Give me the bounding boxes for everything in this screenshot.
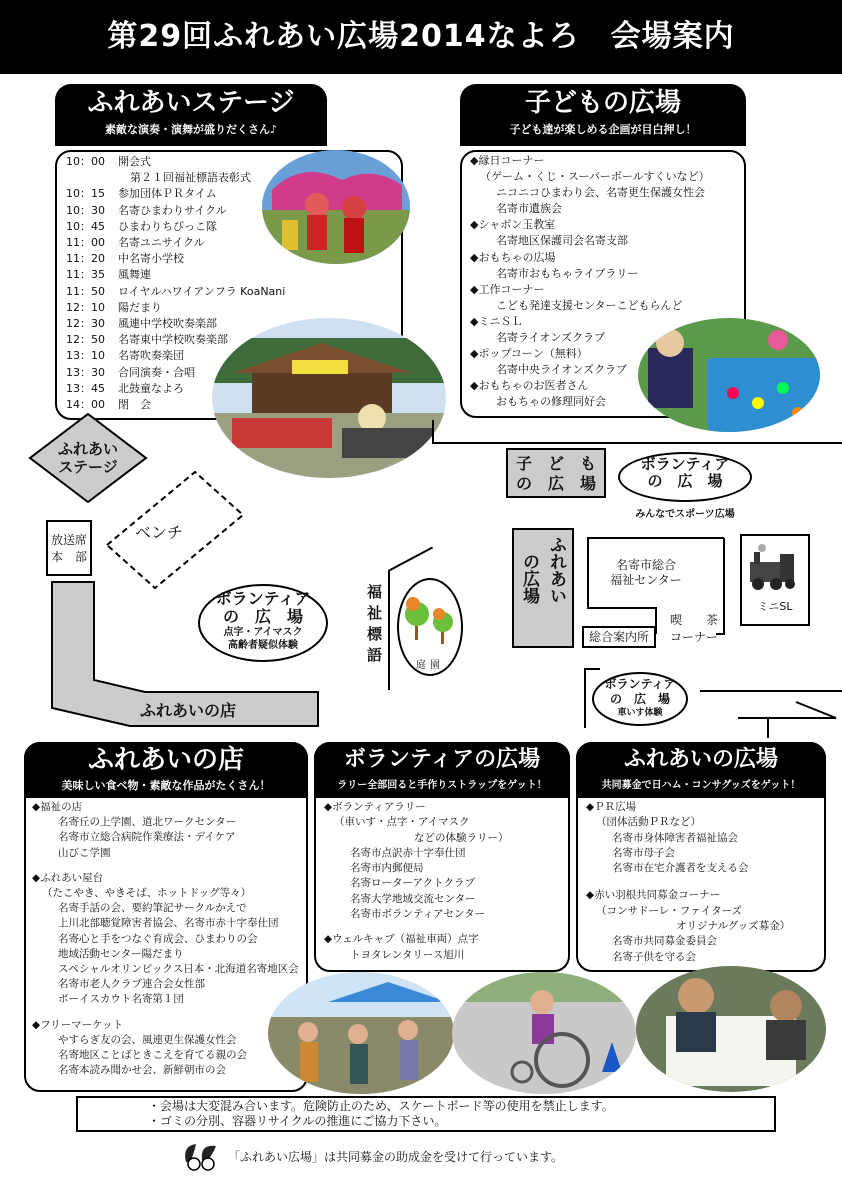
mini-sl-box (740, 534, 810, 626)
volunteer-right-title2: の 広 場 (647, 472, 723, 490)
list-heading: ◆福祉の店 (32, 801, 83, 813)
volunteer-subtitle: ラリー全部回ると手作りストラップをゲット！ (337, 780, 547, 791)
slogan-line (388, 570, 390, 690)
schedule-event: 風連中学校吹奏楽部 (118, 317, 217, 331)
list-item: 名寄地区ことばときこえを育てる親の会 (58, 1049, 247, 1062)
schedule-time: 10：45 (66, 219, 105, 233)
list-note: （ゲーム・くじ・スーパーボールすくいなど） (480, 170, 710, 184)
list-item: 地域活動センター陽だまり (58, 947, 184, 960)
stage-diamond-line1: ふれあい (57, 440, 118, 458)
shop-subtitle: 美味しい食べ物・素敵な作品がたくさん！ (61, 779, 271, 792)
kids-area-line2: の 広 場 (515, 474, 596, 493)
list-item: 名寄ライオンズクラブ (496, 331, 606, 345)
red-feather-logo (180, 1140, 220, 1174)
list-item: 名寄手話の会、要約筆記サークルかえで (58, 902, 247, 915)
list-note: （車いす・点字・アイマスク (334, 816, 470, 829)
list-item: おもちゃの修理同好会 (496, 395, 606, 409)
list-item: 上川北部聴覚障害者協会、名寄市赤十字奉仕団 (58, 917, 279, 930)
volunteer-wheel-title2: の 広 場 (609, 692, 670, 706)
photo-wheelchair (452, 972, 636, 1094)
list-note: （たこやき、やきそば、ホットドッグ等々） (42, 887, 252, 900)
schedule-time: 10：00 (66, 155, 105, 168)
list-item: ニコニコひまわり会、名寄更生保護女性会 (496, 186, 705, 200)
schedule-time: 11：20 (66, 252, 105, 266)
schedule-time: 14：00 (66, 398, 105, 412)
volunteer-right-sub: みんなでスポーツ広場 (635, 509, 735, 520)
list-item: 名寄市母子会 (612, 846, 675, 859)
fureai-area-line2: ふれあい (546, 536, 566, 604)
list-heading: ◆ふれあい屋台 (32, 871, 104, 884)
list-item: 名寄市共同募金委員会 (612, 935, 717, 948)
shop-list (32, 800, 308, 1078)
schedule-event: 中名寄小学校 (118, 252, 184, 266)
schedule-time: 11：35 (66, 268, 105, 282)
list-item: 名寄市遺族会 (496, 202, 562, 216)
schedule-time: 12：50 (66, 333, 105, 347)
stage-title-band (55, 84, 327, 146)
list-item: 名寄ローターアクトクラブ (350, 877, 475, 890)
volunteer-left-sub2: 高齢者疑似体験 (228, 640, 298, 651)
fureai-list (586, 800, 822, 965)
volunteer-left-title2: の 広 場 (222, 607, 303, 626)
schedule-event: 名寄ひまわりサイクル (118, 203, 227, 217)
kids-area-label (506, 448, 606, 498)
list-item: 名寄市身体障害者福祉協会 (612, 831, 738, 844)
broadcast-line1: 放送席 (50, 533, 87, 547)
list-heading: ◆ウェルキャブ（福祉車両）点字 (324, 933, 479, 946)
photo-stage (212, 318, 446, 478)
fureai-area-label (512, 528, 574, 648)
list-item: 名寄市内郵便局 (350, 862, 424, 875)
map-boundary-line (432, 442, 842, 444)
schedule-time: 13：10 (66, 349, 105, 363)
list-item: 名寄大学地域交流センター (350, 892, 476, 905)
schedule-event: 風舞連 (118, 268, 151, 282)
list-heading: ◆ボランティアラリー (324, 801, 426, 813)
schedule-time: 11：50 (66, 284, 105, 298)
list-heading: ◆赤い羽根共同募金コーナー (586, 889, 721, 902)
volunteer-title: ボランティアの広場 (343, 747, 541, 772)
page-title: 第29回ふれあい広場2014なよろ 会場案内 (0, 0, 842, 74)
garden-label: 庭園 (416, 660, 444, 671)
info-desk: 総合案内所 (582, 626, 656, 648)
notes-box (76, 1096, 776, 1132)
welfare-slogan-label: 福祉標語 (365, 584, 383, 668)
photo-market (268, 972, 454, 1094)
fureai-title-band (576, 742, 826, 798)
shop-title-band (24, 742, 308, 798)
schedule-row (66, 284, 336, 300)
map-line (584, 668, 600, 670)
list-item: スペシャルオリンピックス日本・北海道名寄地区会 (58, 963, 299, 976)
list-item: 名寄中央ライオンズクラブ (496, 363, 628, 377)
schedule-event: 合同演奏・合唱 (118, 365, 195, 379)
schedule-event: 第２１回福祉標語表彰式 (130, 171, 251, 185)
volunteer-wheel-title1: ボランティア (604, 677, 676, 691)
schedule-time: 12：30 (66, 317, 105, 331)
cafe-corner (664, 612, 724, 646)
list-item: 名寄市ボランティアセンター (350, 908, 486, 921)
schedule-event: ロイヤルハワイアンフラ KoaNani (118, 284, 286, 298)
volunteer-left-title1: ボランティア (215, 589, 311, 608)
list-item: 名寄心と手をつなぐ育成会、ひまわりの会 (58, 932, 258, 945)
list-heading: ◆フリーマーケット (32, 1018, 124, 1031)
bench-area (105, 470, 245, 590)
schedule-event: 北鼓童なよろ (118, 381, 184, 395)
schedule-time: 11：00 (66, 236, 105, 250)
schedule-time: 12：10 (66, 300, 105, 314)
broadcast-booth (46, 520, 92, 576)
broadcast-line2: 本 部 (50, 550, 87, 564)
list-note: などの体験ラリー） (414, 831, 509, 844)
welfare-center-line2: 福祉センター (610, 573, 682, 587)
schedule-event: 名寄吹奏楽団 (118, 349, 184, 363)
list-heading: ◆ミニＳＬ (470, 314, 523, 328)
footer-text: 「ふれあい広場」は共同募金の助成金を受けて行っています。 (228, 1150, 564, 1164)
list-heading: ◆ＰＲ広場 (586, 801, 637, 813)
list-item: 名寄子供を守る会 (612, 950, 696, 963)
kids-title: 子どもの広場 (524, 88, 681, 118)
schedule-event: 名寄ユニサイクル (118, 236, 205, 250)
fureai-title: ふれあいの広場 (623, 747, 778, 772)
map-line (700, 690, 842, 692)
photo-dancers (262, 150, 410, 264)
schedule-row (66, 267, 336, 283)
schedule-time: 10：30 (66, 203, 105, 217)
list-item: ボーイスカウト名寄第１団 (58, 993, 184, 1006)
list-heading: ◆おもちゃの広場 (470, 250, 556, 264)
cafe-line1: 喫 茶 (669, 613, 718, 627)
volunteer-list (324, 800, 568, 963)
list-item: 名寄地区保護司会名寄支部 (496, 234, 628, 248)
list-note: オリジナルグッズ募金） (676, 920, 791, 933)
welfare-center-line1: 名寄市総合 (615, 558, 676, 572)
volunteer-wheel-sub: 車いす体験 (617, 708, 663, 718)
volunteer-right-title1: ボランティア (640, 455, 730, 473)
list-item: トヨタレンタリース旭川 (350, 948, 465, 961)
volunteer-left-ellipse (198, 584, 328, 662)
fureai-subtitle: 共同募金で日ハム・コンサグッズをゲット！ (601, 780, 801, 791)
stage-subtitle: 素敵な演奏・演舞が盛りだくさん♪ (104, 123, 278, 136)
list-heading: ◆ポップコーン（無料） (470, 347, 588, 361)
bench-label: ベンチ (135, 523, 184, 542)
kids-title-band (460, 84, 746, 146)
photo-kids-play (638, 318, 820, 432)
list-item: 名寄市立総合病院作業療法・デイケア (58, 831, 236, 844)
list-heading: ◆おもちゃのお医者さん (470, 379, 589, 393)
fureai-area-line1: の広場 (519, 552, 539, 604)
schedule-row (66, 300, 336, 316)
schedule-event: ひまわりちびっこ隊 (118, 219, 217, 233)
note-line2: ・ゴミの分別、容器リサイクルの推進にご協力下さい。 (148, 1114, 447, 1128)
volunteer-wheel-ellipse (592, 672, 688, 726)
list-heading: ◆工作コーナー (470, 282, 545, 296)
photo-booth (636, 966, 826, 1092)
map-line (584, 668, 586, 728)
list-item: 名寄市おもちゃライブラリー (496, 266, 639, 280)
list-heading: ◆縁日コーナー (470, 154, 545, 167)
schedule-event: 開会式 (118, 155, 151, 168)
kids-area-line1: 子 ど も (515, 454, 596, 473)
list-item: 名寄丘の上学園、道北ワークセンター (58, 816, 237, 829)
volunteer-right-ellipse (618, 452, 752, 502)
list-note: （コンサドーレ・ファイターズ (596, 904, 743, 917)
list-note: （団体活動ＰＲなど） (596, 816, 701, 829)
map-boundary-line (432, 420, 434, 444)
schedule-event: 閉 会 (118, 398, 151, 412)
cafe-line2: コーナー (669, 630, 718, 644)
list-item: こども発達支援センターこどもらんど (496, 298, 683, 312)
schedule-event: 陽だまり (118, 300, 162, 314)
stage-title: ふれあいステージ (87, 88, 295, 118)
list-item: やすらぎ友の会、風連更生保護女性会 (58, 1033, 237, 1046)
schedule-time: 13：45 (66, 381, 105, 395)
list-item: 名寄市点訳赤十字奉仕団 (350, 846, 466, 859)
kids-subtitle: 子ども達が楽しめる企画が目白押し！ (509, 123, 697, 136)
list-item: 名寄市老人クラブ連合会女性部 (58, 978, 205, 991)
schedule-time (66, 170, 118, 186)
note-line1: ・会場は大変混み合います。危険防止のため、スケートボード等の使用を禁止します。 (148, 1099, 614, 1113)
list-item: 名寄市在宅介護者を支える会 (612, 862, 749, 875)
schedule-event: 参加団体ＰＲタイム (118, 187, 217, 201)
volunteer-left-sub1: 点字・アイマスク (223, 627, 303, 638)
schedule-event: 名寄東中学校吹奏楽部 (118, 333, 228, 347)
list-heading: ◆シャボン玉教室 (470, 218, 556, 232)
mini-sl-label: ミニSL (757, 600, 793, 613)
schedule-time: 13：30 (66, 365, 105, 379)
list-item: 名寄本読み聞かせ会、新鮮朝市の会 (58, 1064, 226, 1077)
shop-road-label: ふれあいの店 (140, 701, 237, 720)
map-arrow (738, 700, 838, 740)
schedule-time: 10：15 (66, 187, 105, 201)
shop-title: ふれあいの店 (87, 745, 244, 775)
garden-ellipse (397, 578, 463, 676)
slogan-line-diag (388, 547, 433, 572)
volunteer-title-band (314, 742, 570, 798)
list-item: 山びこ学園 (58, 846, 111, 859)
stage-diamond-line2: ステージ (58, 458, 118, 476)
